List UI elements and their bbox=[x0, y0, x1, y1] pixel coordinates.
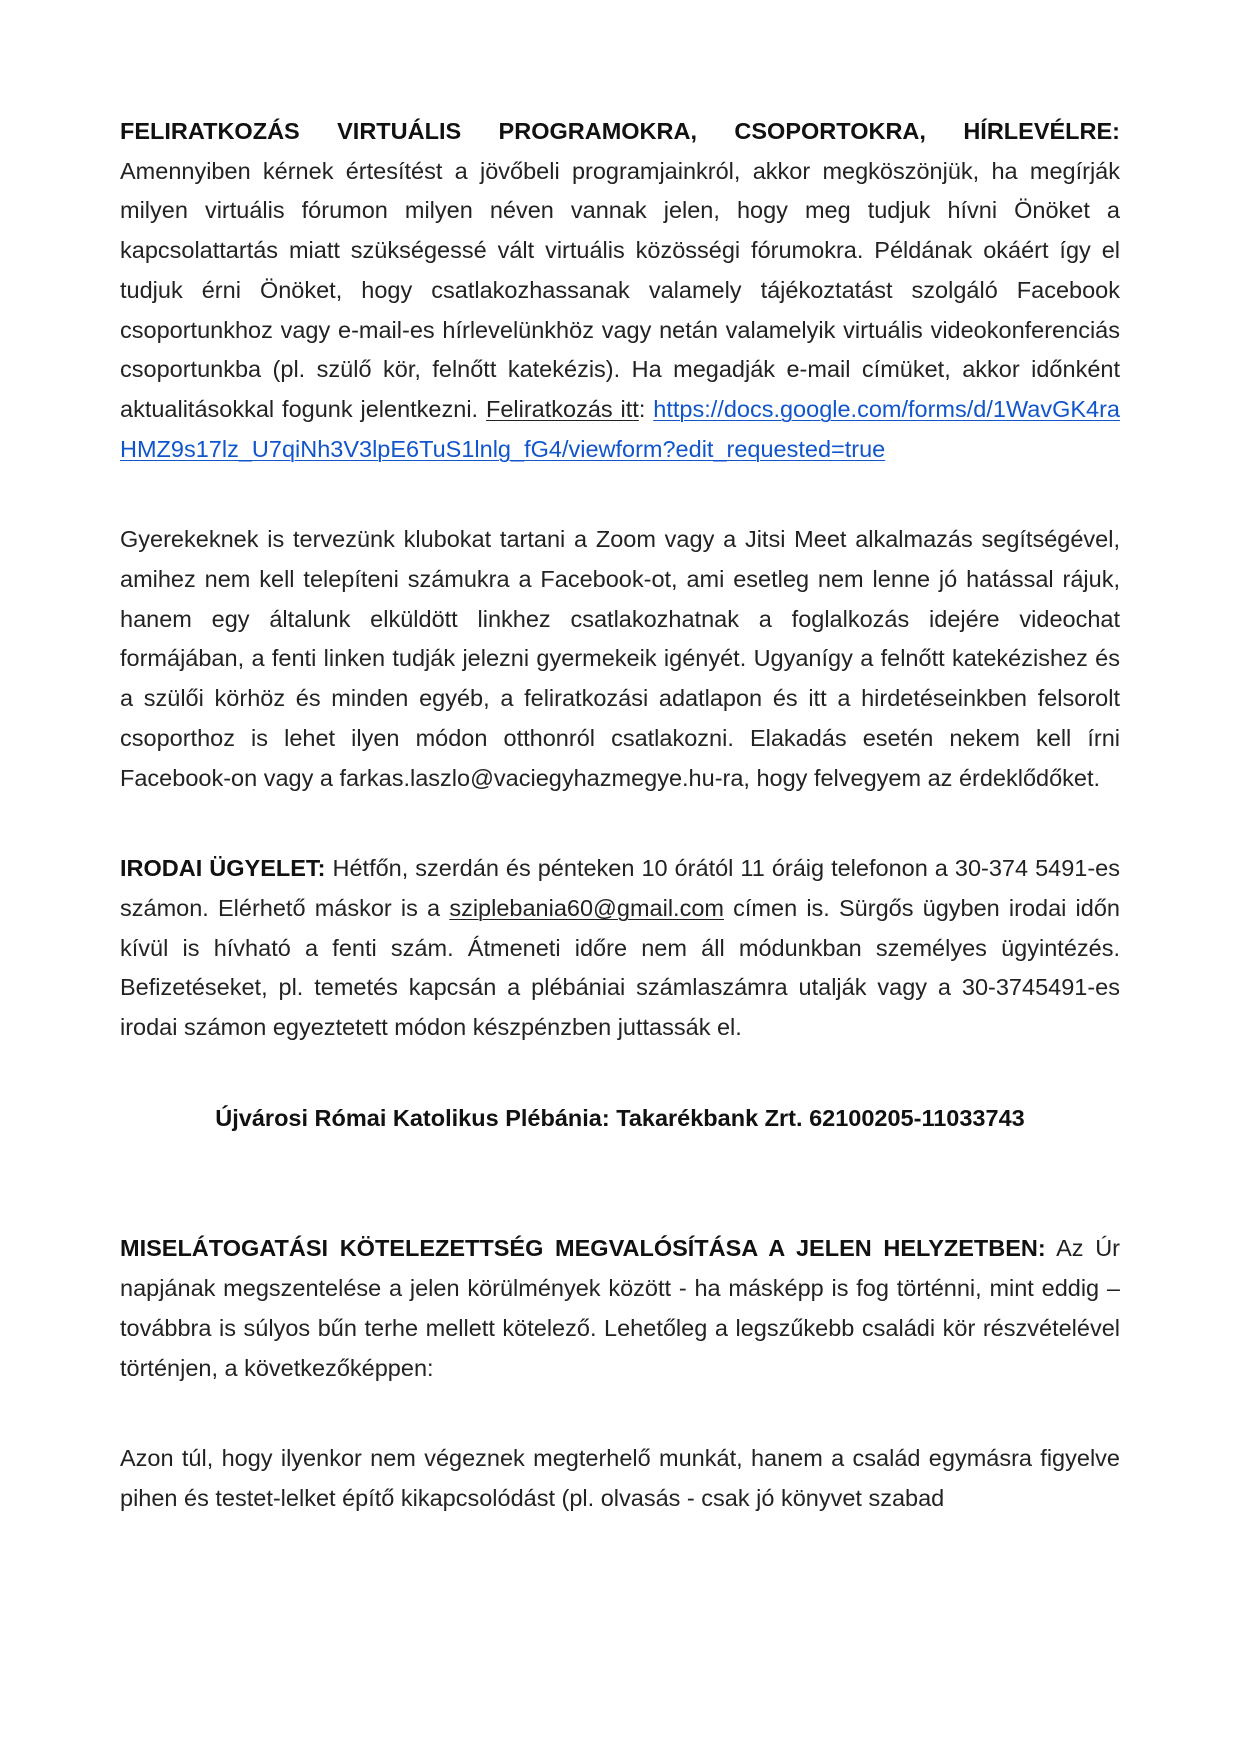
signup-suffix: : bbox=[638, 395, 654, 422]
spacer bbox=[120, 469, 1120, 520]
children-clubs-paragraph: Gyerekeknek is tervezünk klubokat tartani a Zoom vagy a Jitsi Meet alkalmazás segítségével, amihez nem kell telepíteni számukra a Facebook-ot, ami esetleg nem lenne jó hatással rájuk, hanem egy általunk elküldött linkhez csatlakozhatnak a foglalkozás idejére videochat formájában, a fenti linken tudják jelezni gyermekeik igényét. Ugyanígy a felnőtt katekézishez és a szülői körhöz és minden egyéb, a feliratkozási adatlapon és itt a hirdetéseinkben felsorolt csoporthoz is lehet ilyen módon otthonról csatlakozni. Elakadás esetén nekem kell írni Facebook-on vagy a farkas.laszlo@vaciegyhazmegye.hu-ra, hogy felvegyem az érdeklődőket. bbox=[120, 526, 1120, 791]
office-email-link[interactable]: sziplebania60@gmail.com bbox=[449, 894, 724, 921]
spacer bbox=[120, 1138, 1120, 1229]
office-hours-paragraph bbox=[120, 849, 1120, 1048]
spacer bbox=[120, 798, 1120, 849]
office-hours-heading: IRODAI ÜGYELET: bbox=[120, 855, 326, 882]
mass-obligation-heading: MISELÁTOGATÁSI KÖTELEZETTSÉG MEGVALÓSÍTÁSA A JELEN HELYZETBEN: bbox=[120, 1235, 1046, 1262]
office-hours-body-end: címen is. Sürgős ügyben irodai időn kívül is hívható a fenti szám. Átmeneti időre nem áll módunkban személyes ügyintézés. Befizetéseket, pl. temetés kapcsán a plébániai számlaszámra utalják vagy a 30-3745491-es irodai számon egyeztetett módon készpénzben juttassák el. bbox=[120, 894, 1120, 1041]
subscription-heading: FELIRATKOZÁS VIRTUÁLIS PROGRAMOKRA, CSOPORTOKRA, HÍRLEVÉLRE: bbox=[120, 118, 1120, 144]
spacer bbox=[120, 1048, 1120, 1099]
mass-obligation-paragraph bbox=[120, 1229, 1120, 1388]
spacer bbox=[120, 1388, 1120, 1439]
subscription-paragraph bbox=[120, 112, 1120, 469]
document-page bbox=[120, 112, 1120, 1519]
office-hours-body-start: Hétfőn, szerdán és pénteken 10 órától 11 óráig telefonon a 30-374 5491-es számon. Elérhető máskor is a bbox=[120, 855, 1120, 921]
signup-link-label[interactable]: Feliratkozás itt bbox=[485, 395, 639, 422]
mass-obligation-body: Az Úr napjának megszentelése a jelen körülmények között - ha másképp is fog történni, mint eddig – továbbra is súlyos bűn terhe mellett kötelező. Lehetőleg a legszűkebb családi kör részvételével történjen, a következőképpen: bbox=[120, 1235, 1120, 1381]
bank-account-line: Újvárosi Római Katolikus Plébánia: Takarékbank Zrt. 62100205-11033743 bbox=[215, 1104, 1025, 1131]
signup-form-link[interactable]: https://docs.google.com/forms/d/1WavGK4raHMZ9s17lz_U7qiNh3V3lpE6TuS1lnlg_fG4/viewform?edit_requested=true bbox=[120, 395, 1120, 462]
subscription-body: Amennyiben kérnek értesítést a jövőbeli programjainkról, akkor megköszönjük, ha megírják milyen virtuális fórumon milyen néven vannak jelen, hogy meg tudjuk hívni Önöket a kapcsolattartás miatt szükségessé vált virtuális közösségi fórumokra. Példának okáért így el tudjuk érni Önöket, hogy csatlakozhassanak valamely tájékoztatást szolgáló Facebook csoportunkhoz vagy e-mail-es hírlevelünkhöz vagy netán valamelyik virtuális videokonferenciás csoportunkba (pl. szülő kör, felnőtt katekézis). Ha megadják e-mail címüket, akkor időnként aktualitásokkal fogunk jelentkezni. bbox=[120, 157, 1120, 422]
rest-day-paragraph: Azon túl, hogy ilyenkor nem végeznek megterhelő munkát, hanem a család egymásra figyelve pihen és testet-lelket építő kikapcsolódást (pl. olvasás - csak jó könyvet szabad bbox=[120, 1445, 1120, 1511]
